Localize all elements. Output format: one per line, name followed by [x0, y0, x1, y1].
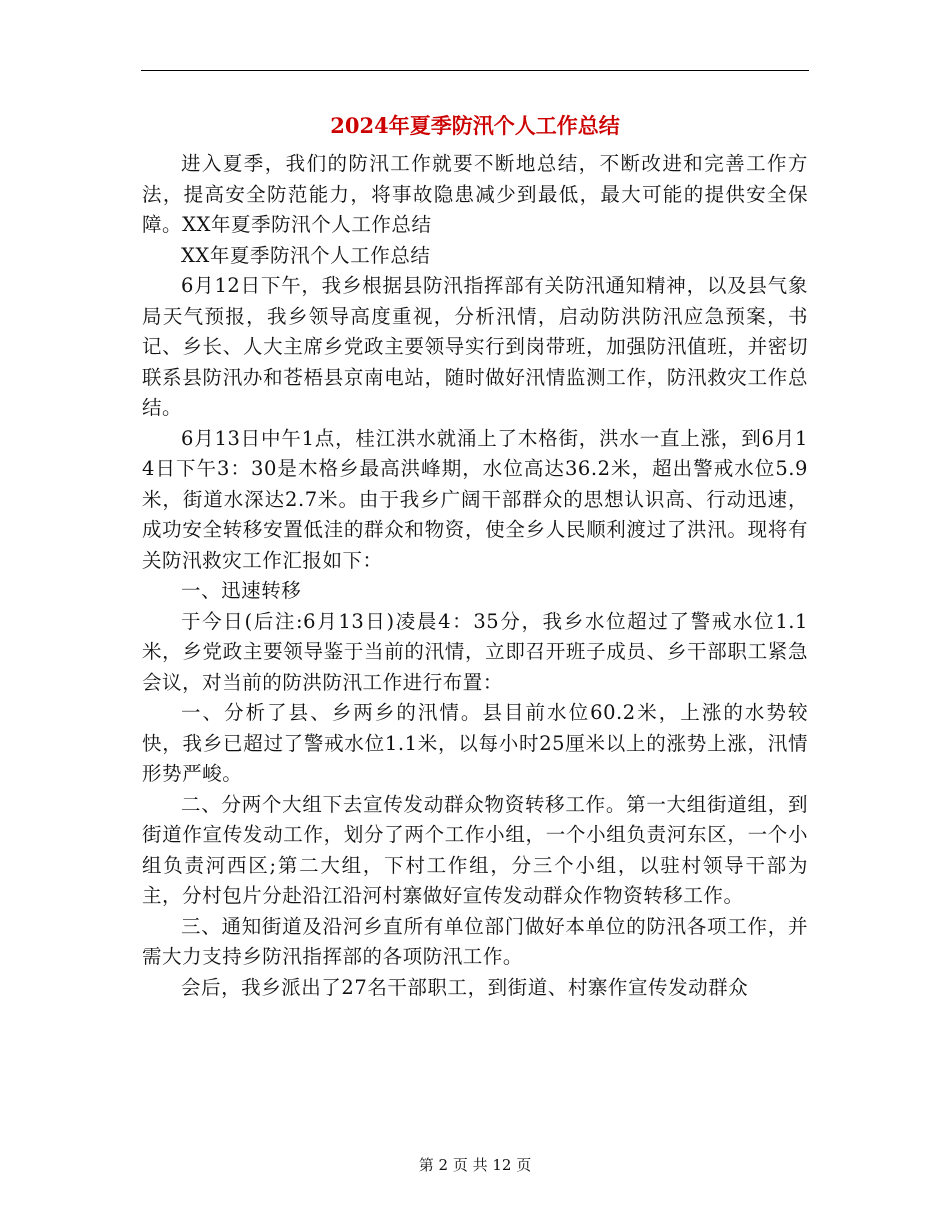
- paragraph-subtitle: XX年夏季防汛个人工作总结: [181, 243, 431, 267]
- paragraph-item-one: 一、分析了县、乡两乡的汛情。县目前水位60.2米，上涨的水势较快，我乡已超过了警戒水位1.1米，以每小时25厘米以上的涨势上涨，汛情形势严峻。: [142, 701, 808, 785]
- paragraph-emergency-meeting: 于今日(后注:6月13日)凌晨4：35分，我乡水位超过了警戒水位1.1米，乡党政主要领导鉴于当前的汛情，立即召开班子成员、乡干部职工紧急会议，对当前的防洪防汛工作进行布置：: [142, 609, 808, 694]
- document-body: [142, 149, 808, 1003]
- paragraph-intro: 进入夏季，我们的防汛工作就要不断地总结，不断改进和完善工作方法，提高安全防范能力，将事故隐患减少到最低，最大可能的提供安全保障。XX年夏季防汛个人工作总结: [142, 152, 808, 236]
- paragraph-june13: 6月13日中午1点，桂江洪水就涌上了木格街，洪水一直上涨，到6月14日下午3：30是木格乡最高洪峰期，水位高达36.2米，超出警戒水位5.9米，街道水深达2.7米。由于我乡广阔干部群众的思想认识高、行动迅速，成功安全转移安置低洼的群众和物资，使全乡人民顺利渡过了洪汛。现将有关防汛救灾工作汇报如下：: [142, 426, 808, 572]
- section-heading-transfer: 一、迅速转移: [181, 579, 302, 602]
- paragraph-item-two: 二、分两个大组下去宣传发动群众物资转移工作。第一大组街道组，到街道作宣传发动工作，划分了两个工作小组，一个小组负责河东区，一个小组负责河西区;第二大组，下村工作组，分三个小组，以驻村领导干部为主，分村包片分赴沿江沿河村寨做好宣传发动群众作物资转移工作。: [142, 792, 808, 907]
- header-rule: [141, 70, 809, 71]
- paragraph-june12: 6月12日下午，我乡根据县防汛指挥部有关防汛通知精神，以及县气象局天气预报，我乡领导高度重视，分析汛情，启动防洪防汛应急预案，书记、乡长、人大主席乡党政主要领导实行到岗带班，加强防汛值班，并密切联系县防汛办和苍梧县京南电站，随时做好汛情监测工作，防汛救灾工作总结。: [142, 274, 808, 419]
- document-title: 2024年夏季防汛个人工作总结: [330, 113, 620, 138]
- paragraph-item-three: 三、通知街道及沿河乡直所有单位部门做好本单位的防汛各项工作，并需大力支持乡防汛指挥部的各项防汛工作。: [142, 914, 808, 968]
- page-number-footer: 第 2 页 共 12 页: [418, 1156, 532, 1174]
- paragraph-after-meeting: 会后，我乡派出了27名干部职工，到街道、村寨作宣传发动群众: [181, 975, 749, 999]
